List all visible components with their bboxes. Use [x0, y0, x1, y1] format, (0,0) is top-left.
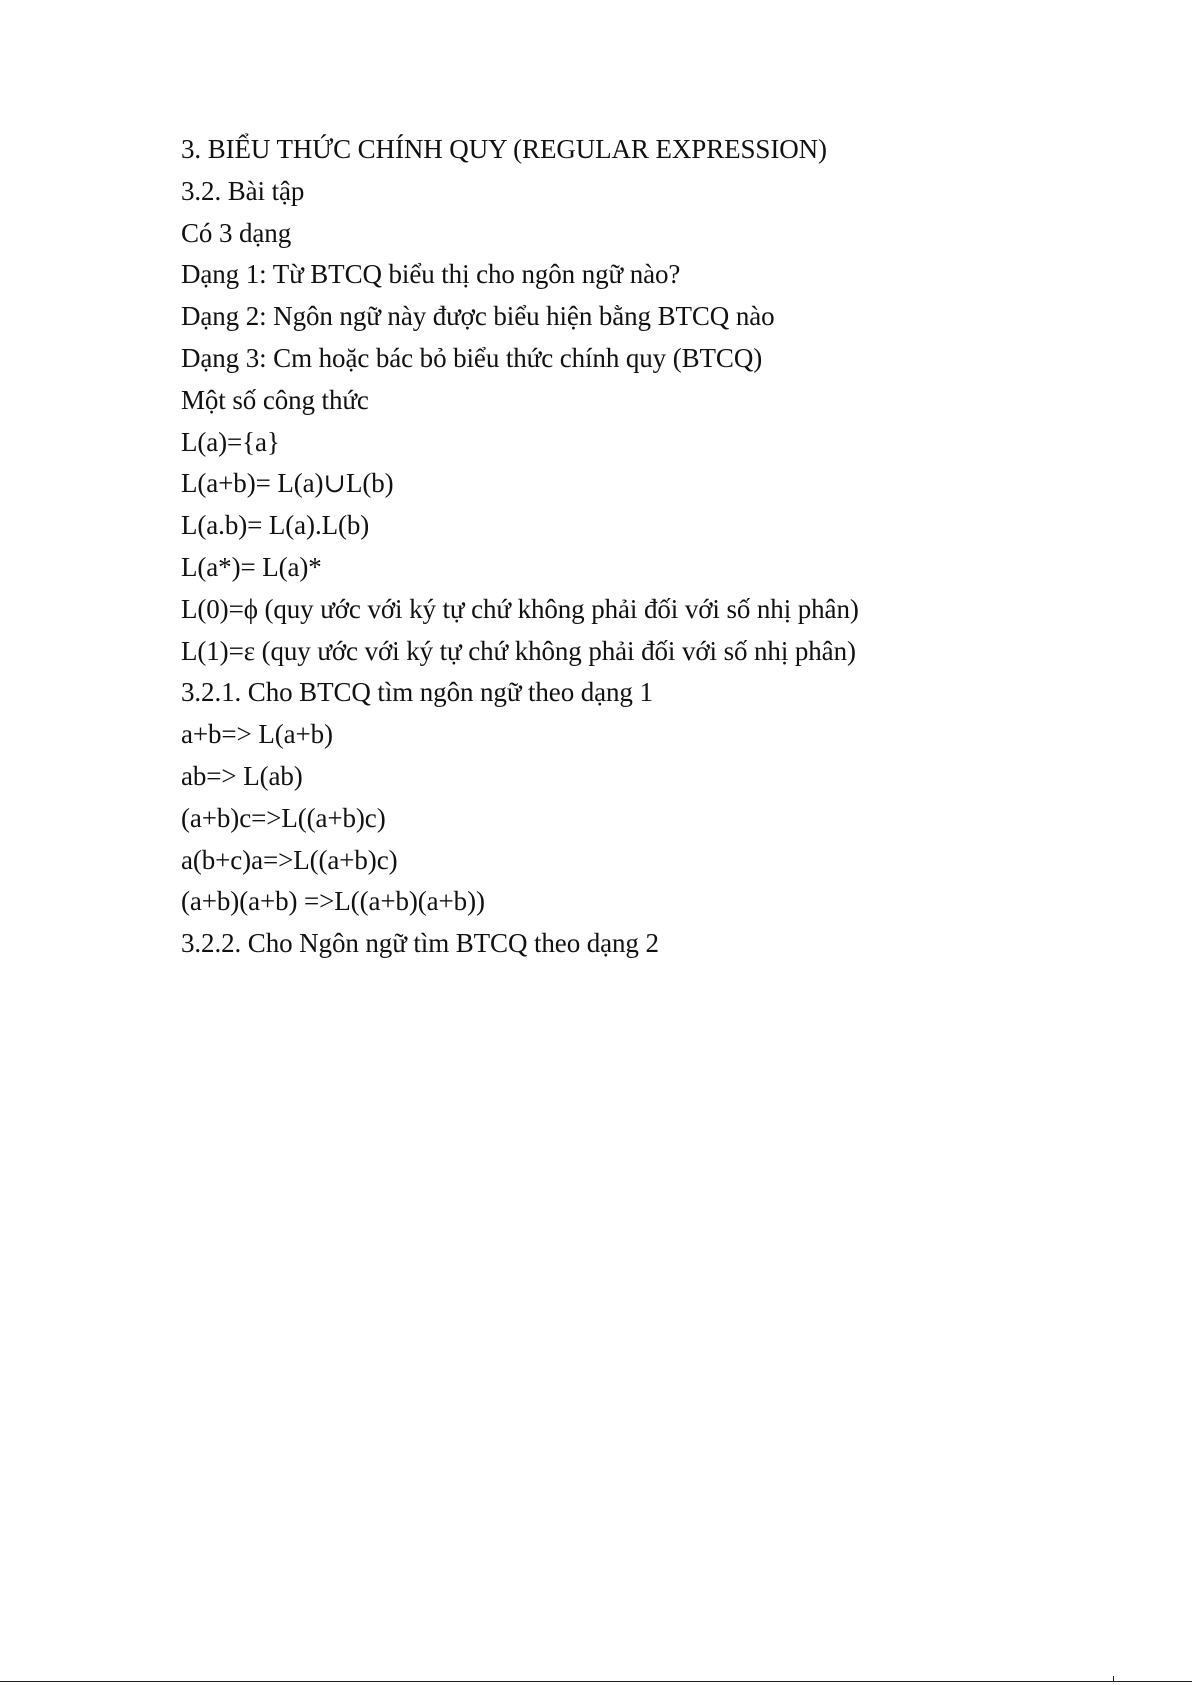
page-bottom-rule [0, 1681, 1192, 1682]
page-bottom-tick [1113, 1676, 1114, 1682]
formula-line: L(a*)= L(a)* [181, 551, 322, 582]
document-body [181, 129, 1081, 965]
subsection-heading: 3.2.1. Cho BTCQ tìm ngôn ngữ theo dạng 1 [181, 677, 653, 708]
formula-line: L(a.b)= L(a).L(b) [181, 510, 370, 541]
section-heading: 3. BIỂU THỨC CHÍNH QUY (REGULAR EXPRESSION) [181, 134, 827, 164]
formula-line: L(a)={a} [181, 426, 280, 457]
example-line: (a+b)(a+b) =>L((a+b)(a+b)) [181, 886, 485, 917]
formula-line: L(a+b)= L(a)∪L(b) [181, 468, 394, 499]
text-line: Dạng 3: Cm hoặc bác bỏ biểu thức chính quy (BTCQ) [181, 342, 763, 373]
text-line: Dạng 1: Từ BTCQ biểu thị cho ngôn ngữ nào? [181, 259, 681, 290]
subsection-heading: 3.2. Bài tập [181, 175, 305, 206]
formula-line: L(1)=ε (quy ước với ký tự chứ không phải đối với số nhị phân) [181, 635, 856, 666]
text-line: Một số công thức [181, 384, 369, 415]
example-line: a+b=> L(a+b) [181, 719, 333, 750]
formula-line: L(0)=ϕ (quy ước với ký tự chứ không phải đối với số nhị phân) [181, 593, 859, 624]
text-line: Có 3 dạng [181, 217, 292, 248]
subsection-heading: 3.2.2. Cho Ngôn ngữ tìm BTCQ theo dạng 2 [181, 928, 659, 959]
example-line: (a+b)c=>L((a+b)c) [181, 802, 386, 833]
example-line: ab=> L(ab) [181, 760, 303, 791]
example-line: a(b+c)a=>L((a+b)c) [181, 844, 398, 875]
text-line: Dạng 2: Ngôn ngữ này được biểu hiện bằng BTCQ nào [181, 301, 775, 332]
